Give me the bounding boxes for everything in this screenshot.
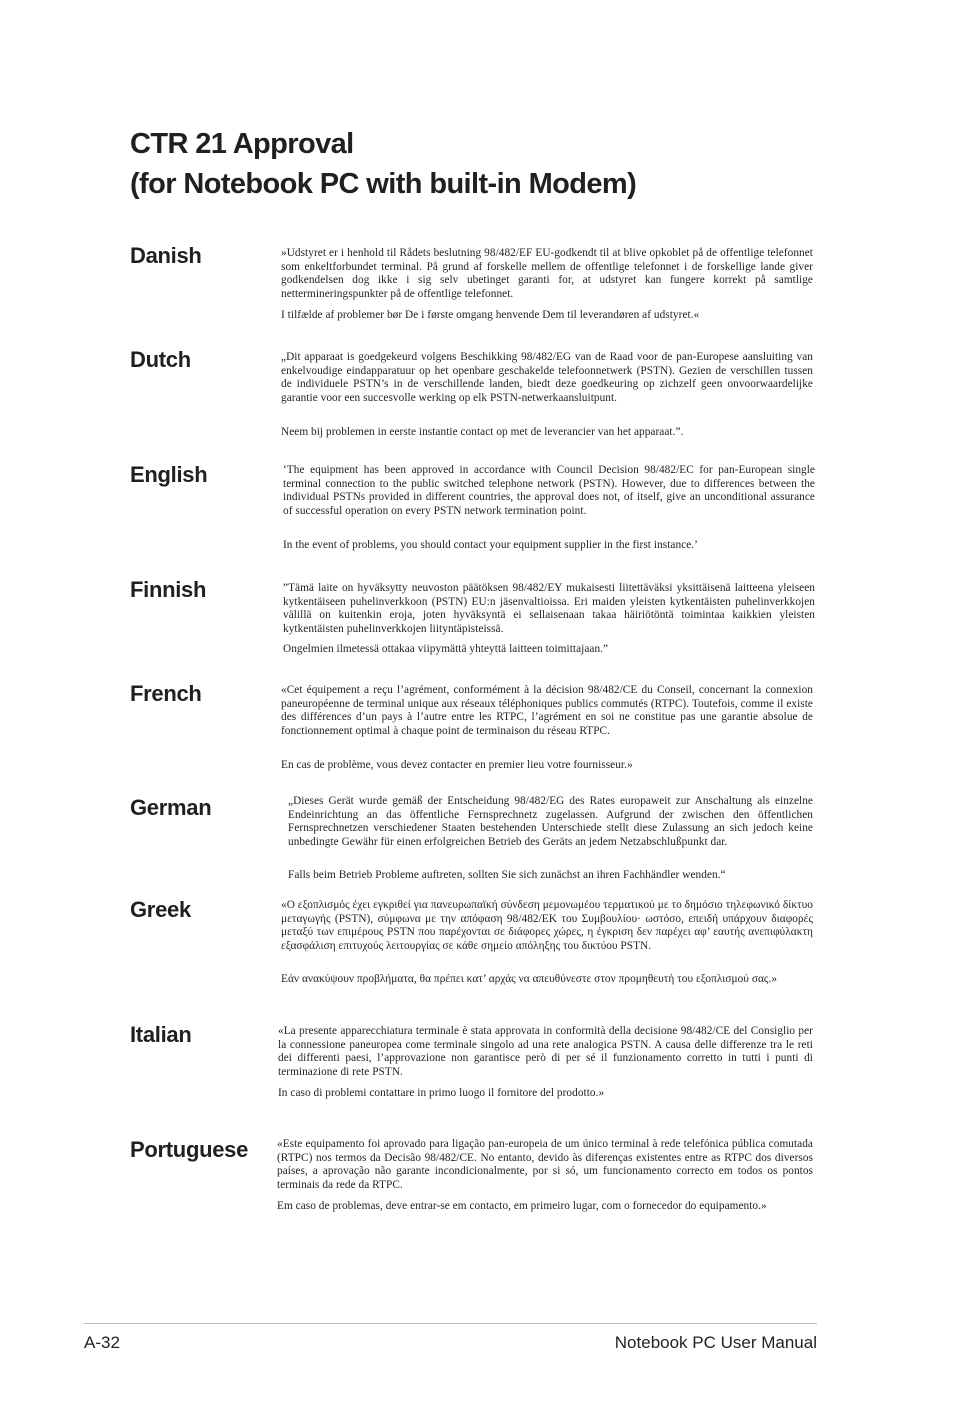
footer-divider [84,1323,817,1324]
page-title-line-1: CTR 21 Approval [130,128,354,160]
section-heading-german: German [130,795,212,820]
manual-name: Notebook PC User Manual [614,1333,817,1352]
dutch-paragraph-1: „Dit apparaat is goedgekeurd volgens Beschikking 98/482/EG van de Raad voor de pan-Europese aansluiting van enkelvoudige eindapparatuur op het openbare geschakelde telefoonnetwerk (PSTN). Gezien de verschillen tussen de individuele PSTN’s in de verschillende landen, biedt deze goedkeuring op zichzelf geen onvoorwaardelijke garantie voor een succesvolle werking op elk PSTN-netwerkaansluitpunt. [281,351,813,405]
finnish-paragraph-1: ”Tämä laite on hyväksytty neuvoston päätöksen 98/482/EY mukaisesti liitettäväksi yksittäisenä laitteena yleiseen kytkentäiseen puhelinverkkoon (PSTN) EU:n jäsenvaltioissa. Eri maiden yleisten kytkentäisten puhelinverkkojen välillä on kuitenkin eroja, joten hyväksyntä ei sellaisenaan takaa häiriötöntä toimintaa kaikkien yleisten kytkentäisten puhelinverkkojen liityntäpisteissä. [283,582,815,636]
page-title-line-2: (for Notebook PC with built-in Modem) [130,168,637,200]
italian-paragraph-2: In caso di problemi contattare in primo luogo il fornitore del prodotto.» [278,1087,605,1099]
section-heading-greek: Greek [130,897,191,922]
german-paragraph-1: „Dieses Gerät wurde gemäß der Entscheidung 98/482/EG des Rates europaweit zur Anschaltung als einzelne Endeinrichtung an das öffentliche Fernsprechnetz zugelassen. Aufgrund der zwischen den öffentlichen Fernsprechnetzen verschiedener Staaten bestehenden Unterschiede stellt diese Zulassung an sich jedoch keine unbedingte Gewähr für einen erfolgreichen Betrieb des Geräts an jedem Netzabschlußpunkt dar. [288,795,813,849]
portuguese-paragraph-2: Em caso de problemas, deve entrar-se em contacto, em primeiro lugar, com o fornecedor do equipamento.» [277,1200,767,1212]
italian-paragraph-1: «La presente apparecchiatura terminale è stata approvata in conformità della decisione 98/482/CE del Consiglio per la connessione paneuropea come terminale singolo ad una rete analogica PSTN. A causa delle differenze tra le reti dei differenti paesi, l’approvazione non garantisce però di per sé il funzionamento corretto in tutti i punti di terminazione di rete PSTN. [278,1025,813,1079]
danish-paragraph-2: I tilfælde af problemer bør De i første omgang henvende Dem til leverandøren af udstyret.« [281,309,700,321]
section-heading-english: English [130,462,208,487]
german-paragraph-2: Falls beim Betrieb Probleme auftreten, sollten Sie sich zunächst an ihren Fachhändler wenden.“ [288,869,726,881]
portuguese-paragraph-1: «Este equipamento foi aprovado para ligação pan-europeia de um único terminal à rede telefónica pública comutada (RTPC) nos termos da Decisão 98/482/CE. No entanto, devido às diferenças existentes entre as RTPC dos diversos países, a aprovação não garante incondicionalmente, por si só, um funcionamento correcto em todos os pontos terminais da rede da RTPC. [277,1138,813,1192]
dutch-paragraph-2: Neem bij problemen in eerste instantie contact op met de leverancier van het apparaat.”. [281,426,684,438]
section-heading-finnish: Finnish [130,577,207,602]
french-paragraph-2: En cas de problème, vous devez contacter en premier lieu votre fournisseur.» [281,759,633,771]
english-paragraph-2: In the event of problems, you should contact your equipment supplier in the first instance.’ [283,539,698,551]
section-heading-french: French [130,681,202,706]
greek-paragraph-2: Εάν ανακύψουν προβλήματα, θα πρέπει κατ’ αρχάς να απευθύνεστε στον προμηθευτή του εξοπλισμού σας.» [281,973,778,985]
page-title [130,124,830,204]
section-heading-portuguese: Portuguese [130,1137,249,1162]
danish-paragraph-1: »Udstyret er i henhold til Rådets beslutning 98/482/EF EU-godkendt til at blive opkoblet på de offentlige telefonnet som enkeltforbundet terminal. På grund af forskelle mellem de offentlige telefonnet i de forskellige lande giver godkendelsen dog ikke i sig selv ubetinget garanti for, at udstyret kan fungere korrekt på samtlige nettermineringspunkter på de offentlige telefonnet. [281,247,813,301]
page-number: A-32 [84,1333,120,1352]
french-paragraph-1: «Cet équipement a reçu l’agrément, conformément à la décision 98/482/CE du Conseil, concernant la connexion paneuropéenne de terminal unique aux réseaux téléphoniques publics commutés (RTPC). Toutefois, comme il existe des différences d’un pays à l’autre entre les RTPC, l’agrément en soi ne constitue pas une garantie absolue de fonctionnement optimal à chaque point de terminaison du réseau RTPC. [281,684,813,738]
greek-paragraph-1: «Ο εξοπλισμός έχει εγκριθεί για πανευρωπαϊκή σύνδεση μεμονωμέου τερματικού με το δημόσιο τηλεφωνικό δίκτυο μεταγωγής (PSTN), σύμφωνα με την απόφαση 98/482/ΕΚ του Συμβουλίου· ωστόσο, επειδή υπάρχουν διαφορές μεταξύ των επιμέρους PSTN που παρέχονται σε διάφορες χώρες, η έγκριση δεν παρέχει αφ’ εαυτής ανεπιφύλακτη εξασφάλιση επιτυχούς λειτουργίας σε κάθε σημείο απόληξης του δικτύου PSTN. [281,899,813,953]
finnish-paragraph-2: Ongelmien ilmetessä ottakaa viipymättä yhteyttä laitteen toimittajaan.” [283,643,609,655]
section-heading-italian: Italian [130,1022,192,1047]
section-heading-danish: Danish [130,243,202,268]
english-paragraph-1: ‘The equipment has been approved in accordance with Council Decision 98/482/EC for pan-European single terminal connection to the public switched telephone network (PSTN). However, due to differences between the individual PSTNs provided in different countries, the approval does not, of itself, give an unconditional assurance of successful operation on every PSTN network termination point. [283,464,815,518]
section-heading-dutch: Dutch [130,347,191,372]
